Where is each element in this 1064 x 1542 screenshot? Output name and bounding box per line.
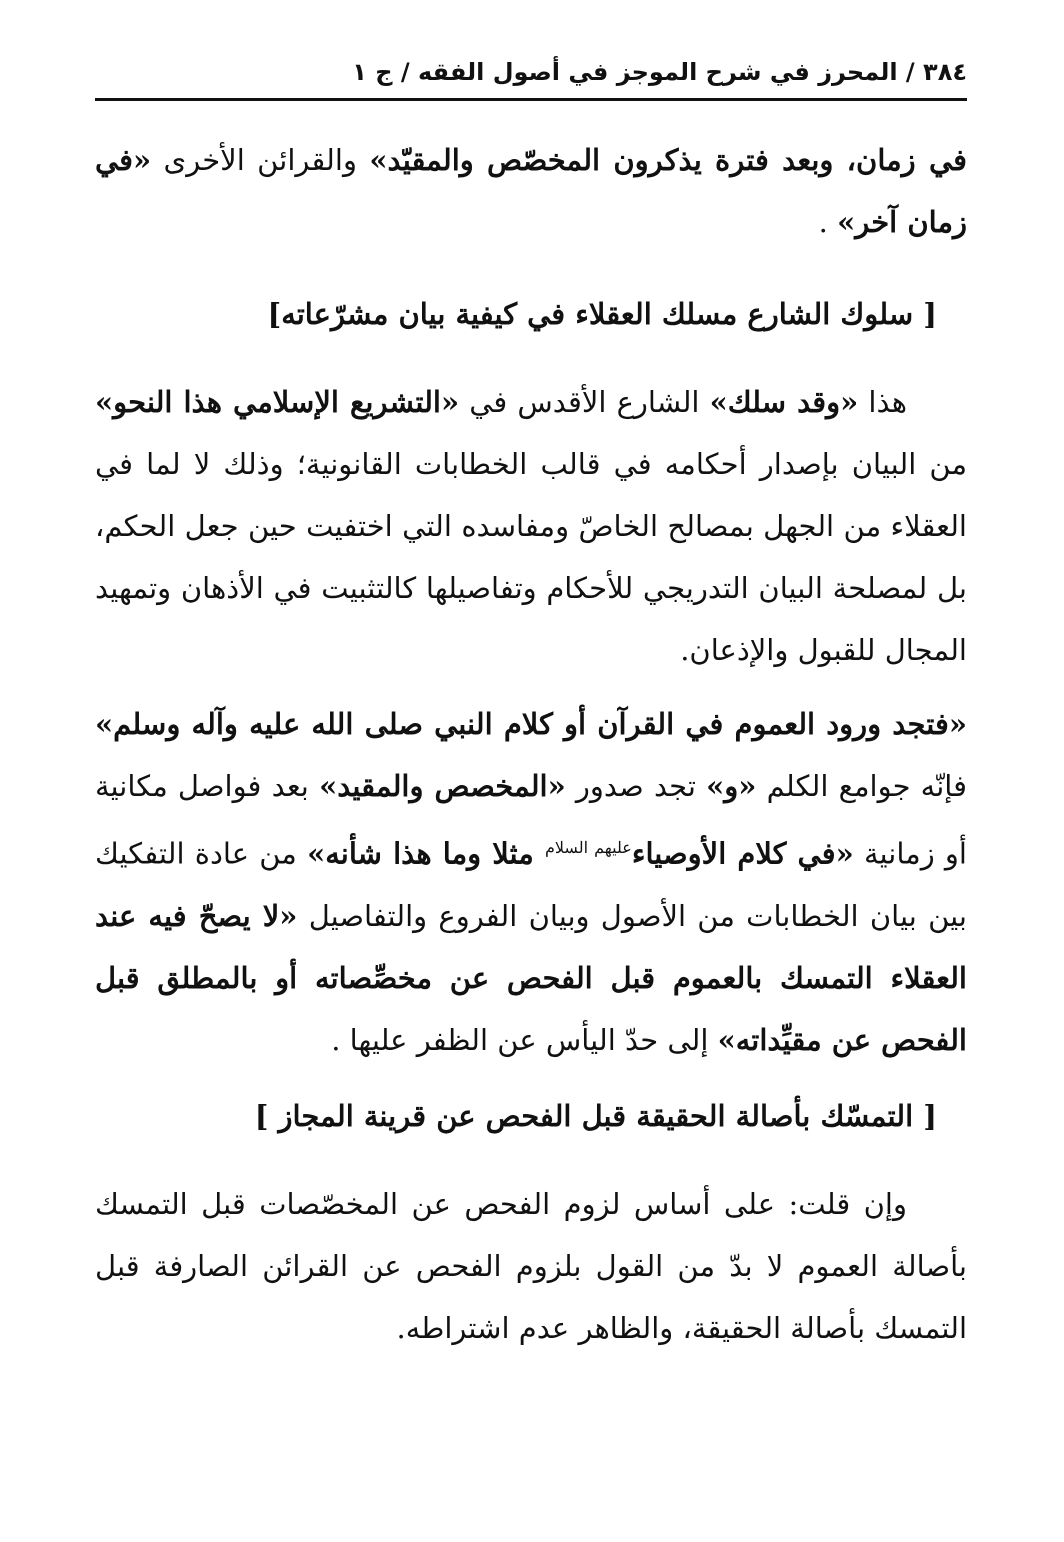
honorific-symbol: عليهم السلام (544, 838, 632, 857)
bold-phrase: «في زمان آخر» (95, 143, 967, 239)
text-run: بعد فواصل مكانية أو زمانية (95, 769, 967, 871)
section-heading-legislator-method: [ سلوك الشارع مسلك العقلاء في كيفية بيان مشرّعاته] (267, 297, 937, 331)
text-run: . (818, 205, 838, 239)
paragraph-general-and-specific (95, 693, 967, 1071)
bold-phrase: «وقد سلك» (709, 385, 859, 419)
bold-phrase: «في كلام الأوصياء (631, 836, 854, 871)
section-heading-literal-meaning: [ التمسّك بأصالة الحقيقة قبل الفحص عن قرينة المجاز ] (254, 1098, 937, 1133)
book-page (95, 52, 967, 1371)
bold-phrase: في زمان، وبعد فترة يذكرون المخصّص والمقيّد» (369, 143, 967, 177)
bold-phrase: «لا يصحّ فيه عند العقلاء التمسك بالعموم قبل الفحص عن مخصِّصاته أو بالمطلق قبل الفحص عن مقيِّداته» (95, 898, 967, 1057)
text-run: فإنّه جوامع الكلم (756, 769, 967, 803)
text-run: والقرائن الأخرى (151, 143, 370, 177)
paragraph-objection (95, 1173, 967, 1359)
running-title: ٣٨٤ / المحرز في شرح الموجز في أصول الفقه / ج ١ (352, 58, 967, 86)
bold-phrase: «و» (706, 769, 757, 803)
paragraph-continuation (95, 129, 967, 253)
paragraph-legislator-method (95, 371, 967, 681)
text-run: تجد صدور (565, 769, 707, 803)
text-run: من عادة التفكيك بين بيان الخطابات من الأصول وبيان الفروع والتفاصيل (95, 836, 967, 933)
bold-phrase: مثلا وما هذا شأنه» (307, 836, 545, 871)
text-run: وإن قلت: على أساس لزوم الفحص عن المخصّصات قبل التمسك بأصالة العموم لا بدّ من القول بلزوم الفحص عن القرائن الصارفة قبل التمسك بأصالة الحقيقة، والظاهر عدم اشتراطه. (95, 1186, 967, 1345)
text-run: إلى حدّ اليأس عن الظفر عليها . (331, 1022, 718, 1057)
bold-phrase: «فتجد ورود العموم في القرآن أو كلام النبي صلى الله عليه وآله وسلم» (95, 707, 967, 741)
text-run: هذا (858, 385, 907, 419)
bold-phrase: «المخصص والمقيد» (319, 769, 566, 803)
running-header (95, 52, 967, 101)
text-run: الشارع الأقدس في (459, 385, 710, 419)
bold-phrase: «التشريع الإسلامي هذا النحو» (95, 385, 460, 419)
text-run: من البيان بإصدار أحكامه في قالب الخطابات القانونية؛ وذلك لا لما في العقلاء من الجهل بمصالح الخاصّ ومفاسده التي اختفيت حين جعل الحكم، بل لمصلحة البيان التدريجي للأحكام وتفاصيلها كالتثبيت في الأذهان وتمهيد المجال للقبول والإذعان. (95, 447, 967, 667)
